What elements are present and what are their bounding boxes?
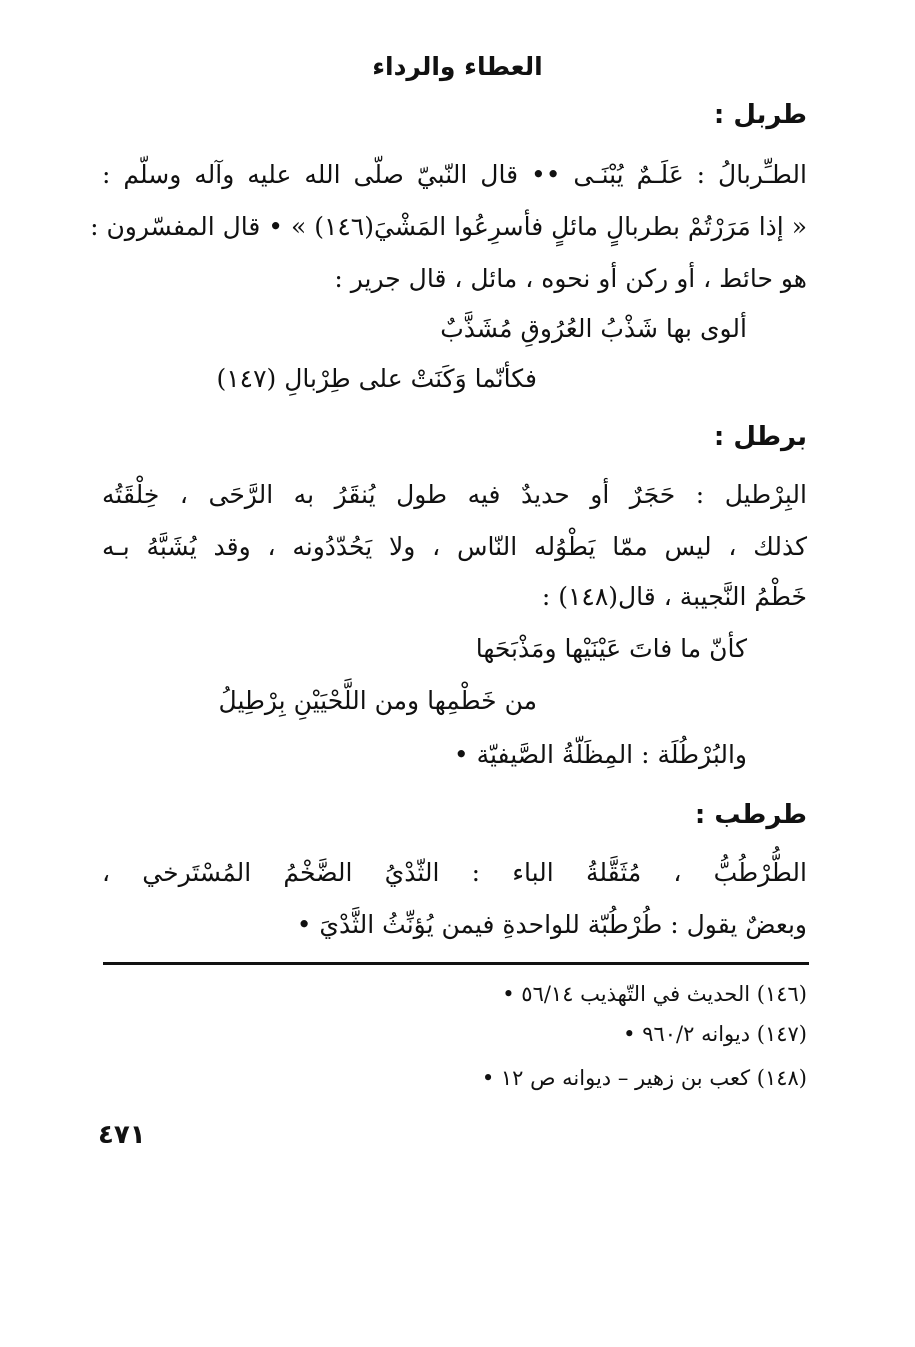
entry-text-line: كذلك ، ليس ممّا يَطْوُله النّاس ، ولا يَحُدّدُونه ، وقد يُشَبَّهُ بـه	[102, 532, 807, 561]
verse-line: من خَطْمِها ومن اللَّحْيَيْنِ بِرْطِيلُ	[218, 686, 537, 715]
footnote: (١٤٦) الحديث في التّهذيب ٥٦/١٤ •	[502, 982, 807, 1006]
entry-text-line: « إذا مَرَرْتُمْ بطربالٍ مائلٍ فأسرِعُوا المَشْيَ(١٤٦) » • قال المفسّرون :	[90, 212, 807, 241]
verse-line: ألوى بها شَذْبُ العُرُوقِ مُشَذَّبٌ	[440, 314, 747, 343]
footnote: (١٤٨) كعب بن زهير – ديوانه ص ١٢ •	[481, 1066, 807, 1090]
entry-closing-line: والبُرْطُلَة : المِظَلّةُ الصَّيفيّة •	[453, 740, 747, 769]
entry-text-line: وبعضٌ يقول : طُرْطُبّة للواحدةِ فيمن يُؤنِّثُ الثَّدْيَ •	[296, 910, 807, 939]
entry-text-line: هو حائط ، أو ركن أو نحوه ، مائل ، قال جرير :	[334, 264, 807, 293]
entry-text-line: خَطْمُ النَّجيبة ، قال(١٤٨) :	[541, 582, 807, 611]
running-header: العطاء والرداء	[372, 52, 543, 81]
entry-text-line: الطُّرْطُبُّ ، مُثَقَّلةُ الباء : الثّدْيُ الضَّخْمُ المُسْتَرخي ،	[102, 858, 807, 887]
page-number: ٤٧١	[98, 1120, 146, 1150]
entry-title-bartal: برطل :	[713, 422, 807, 452]
entry-text-line: البِرْطيل : حَجَرٌ أو حديدٌ فيه طول يُنقَرُ به الرَّحَى ، خِلْقَتُه	[102, 480, 807, 509]
entry-title-tarbal: طربل :	[713, 100, 807, 130]
footnote: (١٤٧) ديوانه ٩٦٠/٢ •	[623, 1022, 807, 1046]
verse-line: كأنّ ما فاتَ عَيْنَيْها ومَذْبَحَها	[475, 634, 747, 663]
footnote-divider	[103, 962, 809, 965]
entry-title-tartab: طرطب :	[694, 800, 807, 830]
entry-text-line: الطـِّربالُ : عَلَـمٌ يُبْنَـى •• قال النّبيّ صلّى الله عليه وآله وسلّم :	[102, 160, 807, 189]
verse-line: فكأنّما وَكَنَتْ على طِرْبالِ (١٤٧)	[216, 364, 537, 393]
